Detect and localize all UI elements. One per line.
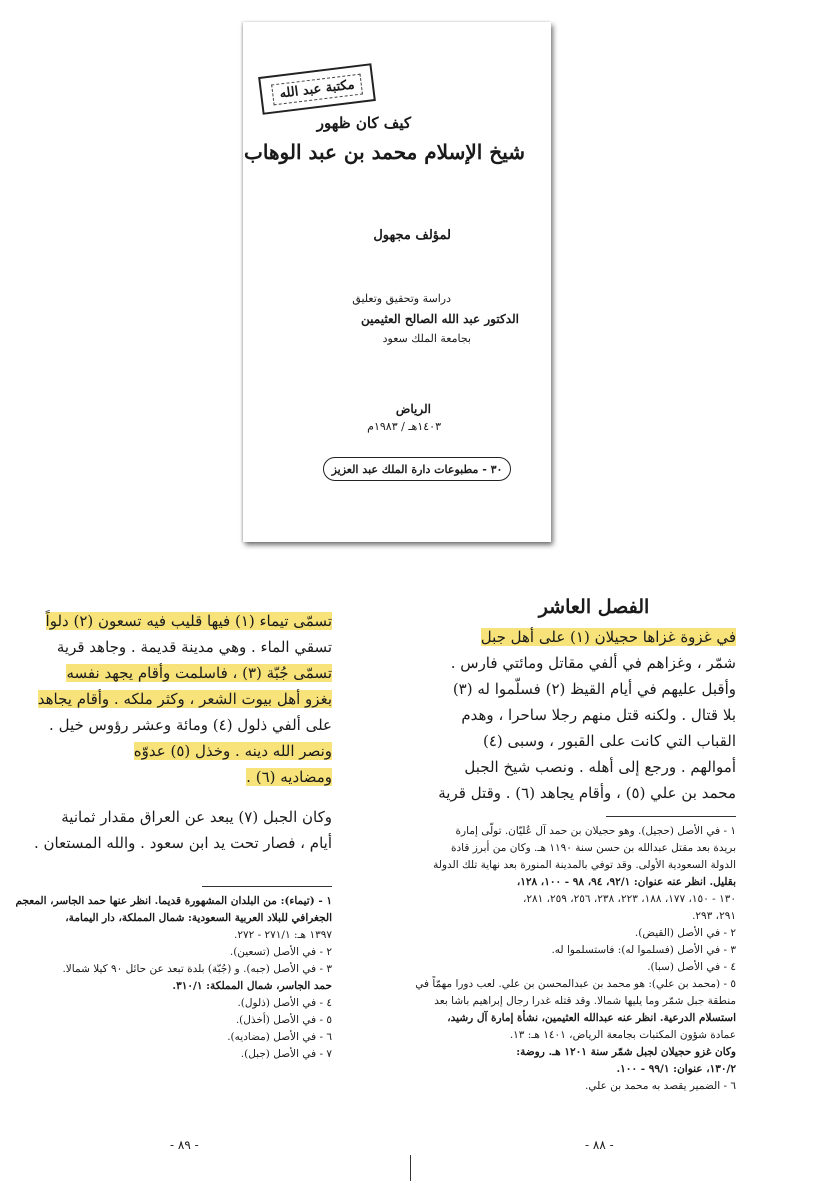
footnote-line: ٢٩١، ٢٩٣. xyxy=(692,910,736,922)
cover-editor: الدكتور عبد الله الصالح العثيمين xyxy=(361,312,519,326)
body-line xyxy=(42,608,332,634)
footnote-line: ٧ - في الأصل (جبل). xyxy=(240,1048,332,1060)
footnote-line: وكان غزو حجيلان لجبل شمّر سنة ١٢٠١ هـ. روضة: xyxy=(516,1046,736,1058)
highlighted-text: تسمّى جُبّة (٣) ، فاسلمت وأقام يجهد نفسه xyxy=(66,664,332,682)
body-line: أموالهم . ورجع إلى أهله . ونصب شيخ الجبل xyxy=(464,758,736,776)
highlighted-text: ومضاديه (٦) . xyxy=(246,768,332,786)
body-line: أيام ، فصار تحت يد ابن سعود . والله المستعان . xyxy=(33,834,332,852)
body-line xyxy=(42,764,332,790)
cover-study-label: دراسة وتحقيق وتعليق xyxy=(352,292,451,305)
footnote-line: ١ - (تيماء): من البلدان المشهورة قديما. انظر عنها حمد الجاسر، المعجم xyxy=(15,895,332,907)
body-line: وكان الجبل (٧) يبعد عن العراق مقدار ثمانية xyxy=(61,808,332,826)
footnote-line: ٢ - في الأصل (القيض). xyxy=(634,927,736,939)
cover-author: لمؤلف مجهول xyxy=(373,228,451,243)
body-line xyxy=(452,624,736,650)
book-cover xyxy=(243,22,551,542)
page-gutter-mark xyxy=(410,1155,411,1181)
library-stamp-text: مكتبة عبد الله xyxy=(271,73,362,105)
footnote-line: ٢ - في الأصل (تسعين). xyxy=(229,946,332,958)
page-number-89: - ٨٩ - xyxy=(170,1138,199,1152)
footnote-line: الدولة السعودية الأولى. وقد توفي بالمدينة المنورة بعد نهاية تلك الدولة xyxy=(433,859,736,871)
footnote-line: ٦ - الضمير يقصد به محمد بن علي. xyxy=(585,1080,736,1092)
footnote-line: ٥ - (محمد بن علي): هو محمد بن عبدالمحسن بن علي. لعب دورا مهمّاً في xyxy=(415,978,736,990)
footnote-line: ١ - في الأصل (حجيل). وهو حجيلان بن حمد آل عُليّان. تولّى إمارة xyxy=(455,825,736,837)
body-line: بلا قتال . ولكنه قتل منهم رجلا ساحرا ، وهدم xyxy=(461,706,736,724)
footnote-line: الجغرافي للبلاد العربية السعودية: شمال المملكة، دار اليمامة، xyxy=(65,912,332,924)
body-line xyxy=(37,686,332,712)
body-line: محمد بن علي (٥) ، وأقام يجاهد (٦) . وقتل قرية xyxy=(438,784,736,802)
body-line xyxy=(42,738,332,764)
cover-affiliation: بجامعة الملك سعود xyxy=(382,332,471,345)
footnote-line: ٤ - في الأصل (سبا). xyxy=(647,961,736,973)
footnote-line: ٥ - في الأصل (أخذل). xyxy=(235,1014,332,1026)
footnote-line: بقليل. انظر عنه عنوان: ٩٢/١، ٩٤، ٩٨ - ١٠٠، ١٢٨، xyxy=(516,876,736,888)
highlighted-text: في غزوة غزاها حجيلان (١) على أهل جبل xyxy=(480,628,736,646)
cover-city: الرياض xyxy=(395,402,431,416)
footnote-divider xyxy=(202,886,332,887)
footnote-line: استسلام الدرعية. انظر عنه عبدالله العثيمين، نشأة إمارة آل رشيد، xyxy=(447,1012,736,1024)
body-line: القباب التي كانت على القبور ، وسبى (٤) xyxy=(482,732,736,750)
footnote-line: ١٣٠ - ١٥٠، ١٧٧، ١٨٨، ٢٢٣، ٢٣٨، ٢٥٦، ٢٥٩، ٢٨١، xyxy=(522,893,736,905)
highlighted-text: تسمّى تيماء (١) فيها قليب فيه تسعون (٢) دلواً xyxy=(45,612,332,630)
body-line xyxy=(42,660,332,686)
cover-title-line1: كيف كان ظهور xyxy=(316,114,411,132)
body-line: شمّر ، وغزاهم في ألفي مقاتل ومائتي فارس . xyxy=(450,654,736,672)
highlighted-text: بغزو أهل بيوت الشعر ، وكثر ملكه . وأقام يجاهد xyxy=(37,690,332,708)
footnote-line: منطقة جبل شمّر وما يليها شمالا. وقد قتله غدرا رجال إبراهيم باشا بعد xyxy=(434,995,736,1007)
footnote-line: ٤ - في الأصل (ذلول). xyxy=(237,997,332,1009)
page-89 xyxy=(15,608,332,1063)
footnote-line: ١٣٠/٢، عنوان: ٩٩/١ - ١٠٠. xyxy=(616,1063,736,1075)
footnote-line: حمد الجاسر، شمال المملكة: ٣١٠/١. xyxy=(172,980,332,992)
footnote-line: ٣ - في الأصل (جبه). و (جُبّة) بلدة تبعد عن حائل ٩٠ كيلا شمالا. xyxy=(62,963,332,975)
page-88 xyxy=(415,596,736,1095)
highlighted-text: ونصر الله دينه . وخذل (٥) عدوّه xyxy=(133,742,332,760)
chapter-title: الفصل العاشر xyxy=(538,596,650,618)
footnote-line: ٣ - في الأصل (فسلموا له): فاستسلموا له. xyxy=(551,944,736,956)
library-stamp xyxy=(258,63,376,115)
footnote-line: بريدة بعد مقتل عبدالله بن حسن سنة ١١٩٠ هـ. وكان من أبرز قادة xyxy=(450,842,736,854)
footnote-divider xyxy=(606,816,736,817)
body-line: على ألفي ذلول (٤) ومائة وعشر رؤوس خيل . xyxy=(49,716,332,734)
footnote-line: عمادة شؤون المكتبات بجامعة الرياض، ١٤٠١ هـ: ١٣. xyxy=(509,1029,736,1041)
body-line: وأقبل عليهم في أيام القيظ (٢) فسلّموا له (٣) xyxy=(452,680,736,698)
cover-title-line2: شيخ الإسلام محمد بن عبد الوهاب xyxy=(244,140,525,164)
footnote-line: ٦ - في الأصل (مضاديه). xyxy=(227,1031,332,1043)
body-line: تسقي الماء . وهي مدينة قديمة . وجاهد قرية xyxy=(56,638,332,656)
cover-year: ١٤٠٣هـ / ١٩٨٣م xyxy=(367,420,441,433)
page-number-88: - ٨٨ - xyxy=(585,1138,614,1152)
footnote-line: ١٣٩٧ هـ: ٢٧١/١ - ٢٧٢. xyxy=(234,929,332,941)
cover-series-label: ٣٠ - مطبوعات دارة الملك عبد العزيز xyxy=(323,457,511,481)
